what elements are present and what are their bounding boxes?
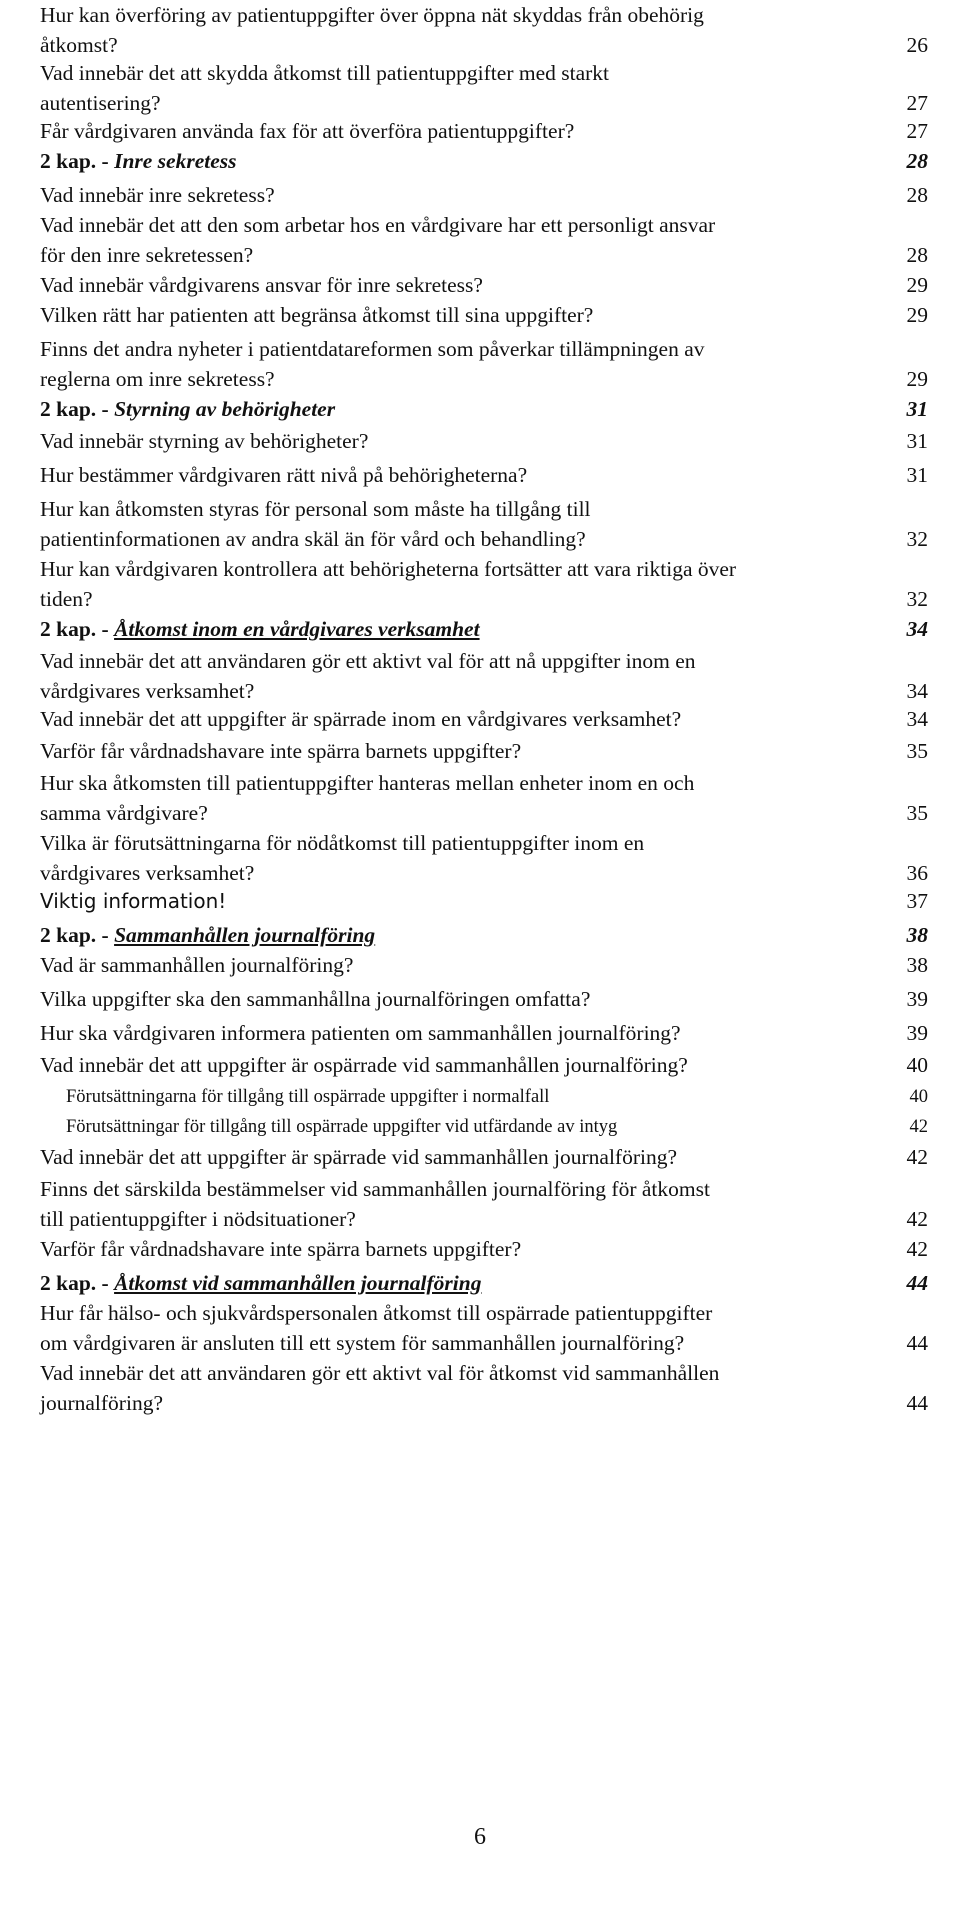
toc-entry-text: Vad innebär styrning av behörigheter? (40, 429, 369, 453)
toc-chapter-title (40, 920, 375, 950)
toc-entry (40, 270, 928, 300)
toc-entry (40, 704, 928, 734)
toc-page-number: 37 (906, 889, 928, 913)
toc-entry (40, 950, 928, 980)
toc-chapter-title (40, 146, 237, 176)
toc-subentry (66, 1082, 928, 1112)
toc-entry (40, 554, 928, 614)
toc-entry-text: Viktig information! (40, 889, 227, 913)
toc-entry (40, 210, 928, 270)
toc-entry-text: Vad innebär det att uppgifter är ospärrade vid sammanhållen journalföring? (40, 1053, 688, 1077)
toc-chapter-name: Sammanhållen journalföring (114, 923, 376, 947)
toc-entry (40, 886, 928, 916)
toc-entry-text: om vårdgivaren är ansluten till ett system för sammanhållen journalföring? (40, 1331, 685, 1355)
toc-entry-text: Hur kan överföring av patientuppgifter över öppna nät skyddas från obehörig (40, 3, 704, 27)
toc-page-number: 38 (906, 953, 928, 977)
toc-page-number: 39 (906, 987, 928, 1011)
toc-page-number: 27 (906, 119, 928, 143)
toc-chapter-title (40, 614, 480, 644)
toc-entry (40, 0, 928, 60)
toc-chapter-heading (40, 1268, 928, 1298)
toc-page-number: 42 (909, 1117, 928, 1137)
toc-entry-text: Vilken rätt har patienten att begränsa åtkomst till sina uppgifter? (40, 303, 594, 327)
toc-entry (40, 1298, 928, 1358)
toc-entry-text: Vilka är förutsättningarna för nödåtkomst till patientuppgifter inom en (40, 831, 645, 855)
toc-chapter-name: Åtkomst inom en vårdgivares verksamhet (114, 617, 480, 641)
toc-page-number: 29 (906, 367, 928, 391)
toc-page-number: 31 (906, 429, 928, 453)
toc-chapter-name: Åtkomst vid sammanhållen journalföring (114, 1271, 482, 1295)
toc-entry-text: Hur får hälso- och sjukvårdspersonalen åtkomst till ospärrade patientuppgifter (40, 1301, 713, 1325)
toc-entry (40, 1050, 928, 1080)
toc-page-number: 44 (906, 1331, 928, 1355)
toc-chapter-name: Inre sekretess (114, 149, 237, 173)
toc-entry-text: Hur ska åtkomsten till patientuppgifter hanteras mellan enheter inom en och (40, 771, 695, 795)
toc-entry-text: Vad innebär det att uppgifter är spärrade vid sammanhållen journalföring? (40, 1145, 678, 1169)
toc-page-number: 31 (906, 397, 928, 421)
toc-entry-text: tiden? (40, 587, 93, 611)
toc-page-number: 27 (906, 91, 928, 115)
toc-chapter-prefix: 2 kap. - (40, 149, 115, 173)
toc-entry (40, 1018, 928, 1048)
toc-entry-text: Hur kan vårdgivaren kontrollera att behörigheterna fortsätter att vara riktiga över (40, 557, 737, 581)
toc-chapter-title (40, 394, 335, 424)
toc-entry-text: Vad innebär inre sekretess? (40, 183, 275, 207)
toc-page-number: 42 (906, 1207, 928, 1231)
toc-entry-text: patientinformationen av andra skäl än för vård och behandling? (40, 527, 586, 551)
toc-entry-text: Varför får vårdnadshavare inte spärra barnets uppgifter? (40, 739, 522, 763)
toc-chapter-heading (40, 614, 928, 644)
toc-entry-text: Hur kan åtkomsten styras för personal som måste ha tillgång till (40, 497, 591, 521)
toc-chapter-heading (40, 394, 928, 424)
toc-page-number: 28 (906, 183, 928, 207)
toc-page-number: 31 (906, 463, 928, 487)
toc-page-number: 34 (906, 617, 928, 641)
toc-chapter-prefix: 2 kap. - (40, 397, 115, 421)
toc-page-number: 28 (906, 243, 928, 267)
toc-entry-text: Vad innebär det att den som arbetar hos en vårdgivare har ett personligt ansvar (40, 213, 716, 237)
toc-entry (40, 334, 928, 394)
toc-page-number: 44 (906, 1391, 928, 1415)
toc-chapter-prefix: 2 kap. - (40, 617, 115, 641)
toc-page-number: 42 (906, 1237, 928, 1261)
toc-page-number: 35 (906, 739, 928, 763)
toc-chapter-prefix: 2 kap. - (40, 923, 115, 947)
toc-entry-text: vårdgivares verksamhet? (40, 861, 255, 885)
toc-chapter-title (40, 1268, 481, 1298)
toc-page-number: 42 (906, 1145, 928, 1169)
toc-entry (40, 828, 928, 888)
toc-page-number: 36 (906, 861, 928, 885)
toc-page-number: 34 (906, 707, 928, 731)
toc-entry (40, 1358, 928, 1418)
toc-chapter-heading (40, 920, 928, 950)
toc-page-number: 29 (906, 273, 928, 297)
toc-entry-text: till patientuppgifter i nödsituationer? (40, 1207, 356, 1231)
toc-page-number: 38 (906, 923, 928, 947)
toc-chapter-prefix: 2 kap. - (40, 1271, 115, 1295)
toc-entry-text: Vad innebär det att uppgifter är spärrade inom en vårdgivares verksamhet? (40, 707, 682, 731)
toc-entry (40, 1142, 928, 1172)
toc-entry-text: vårdgivares verksamhet? (40, 679, 255, 703)
toc-page-number: 40 (906, 1053, 928, 1077)
toc-entry-text: Förutsättningar för tillgång till ospärrade uppgifter vid utfärdande av intyg (66, 1117, 618, 1137)
toc-entry-text: Vad innebär det att användaren gör ett aktivt val för åtkomst vid sammanhållen (40, 1361, 720, 1385)
toc-entry-text: journalföring? (40, 1391, 163, 1415)
toc-page-number: 34 (906, 679, 928, 703)
toc-page-number: 35 (906, 801, 928, 825)
toc-entry-text: Vilka uppgifter ska den sammanhållna journalföringen omfatta? (40, 987, 591, 1011)
toc-entry-text: Hur bestämmer vårdgivaren rätt nivå på behörigheterna? (40, 463, 528, 487)
toc-entry-text: åtkomst? (40, 33, 118, 57)
toc-page-number: 29 (906, 303, 928, 327)
toc-entry-text: Vad innebär det att användaren gör ett aktivt val för att nå uppgifter inom en (40, 649, 696, 673)
toc-entry (40, 426, 928, 456)
toc-entry (40, 116, 928, 146)
toc-entry-text: Finns det andra nyheter i patientdatareformen som påverkar tillämpningen av (40, 337, 705, 361)
toc-entry-text: Vad är sammanhållen journalföring? (40, 953, 354, 977)
toc-entry (40, 300, 928, 330)
toc-page-number: 32 (906, 587, 928, 611)
toc-chapter-name: Styrning av behörigheter (114, 397, 336, 421)
toc-entry (40, 646, 928, 706)
toc-entry (40, 768, 928, 828)
toc-entry-text: reglerna om inre sekretess? (40, 367, 275, 391)
toc-entry-text: autentisering? (40, 91, 161, 115)
toc-chapter-heading (40, 146, 928, 176)
toc-page-number: 28 (906, 149, 928, 173)
toc-page-number: 44 (906, 1271, 928, 1295)
toc-entry-text: Varför får vårdnadshavare inte spärra barnets uppgifter? (40, 1237, 522, 1261)
toc-entry-text: för den inre sekretessen? (40, 243, 254, 267)
toc-page-number: 40 (909, 1087, 928, 1107)
toc-entry (40, 460, 928, 490)
toc-entry-text: Hur ska vårdgivaren informera patienten om sammanhållen journalföring? (40, 1021, 681, 1045)
toc-entry-text: samma vårdgivare? (40, 801, 208, 825)
toc-entry-text: Vad innebär det att skydda åtkomst till patientuppgifter med starkt (40, 61, 610, 85)
toc-entry (40, 1234, 928, 1264)
toc-entry-text: Förutsättningarna för tillgång till ospärrade uppgifter i normalfall (66, 1087, 550, 1107)
toc-entry (40, 180, 928, 210)
toc-entry (40, 736, 928, 766)
toc-entry-text: Får vårdgivaren använda fax för att överföra patientuppgifter? (40, 119, 575, 143)
toc-entry-text: Finns det särskilda bestämmelser vid sammanhållen journalföring för åtkomst (40, 1177, 710, 1201)
toc-page-number: 39 (906, 1021, 928, 1045)
toc-entry (40, 1174, 928, 1234)
toc-subentry (66, 1112, 928, 1142)
toc-entry-text: Vad innebär vårdgivarens ansvar för inre sekretess? (40, 273, 483, 297)
toc-page-number: 26 (906, 33, 928, 57)
toc-entry (40, 494, 928, 554)
toc-page-number: 32 (906, 527, 928, 551)
toc-entry (40, 58, 928, 118)
toc-entry (40, 984, 928, 1014)
page-number: 6 (474, 1824, 486, 1850)
